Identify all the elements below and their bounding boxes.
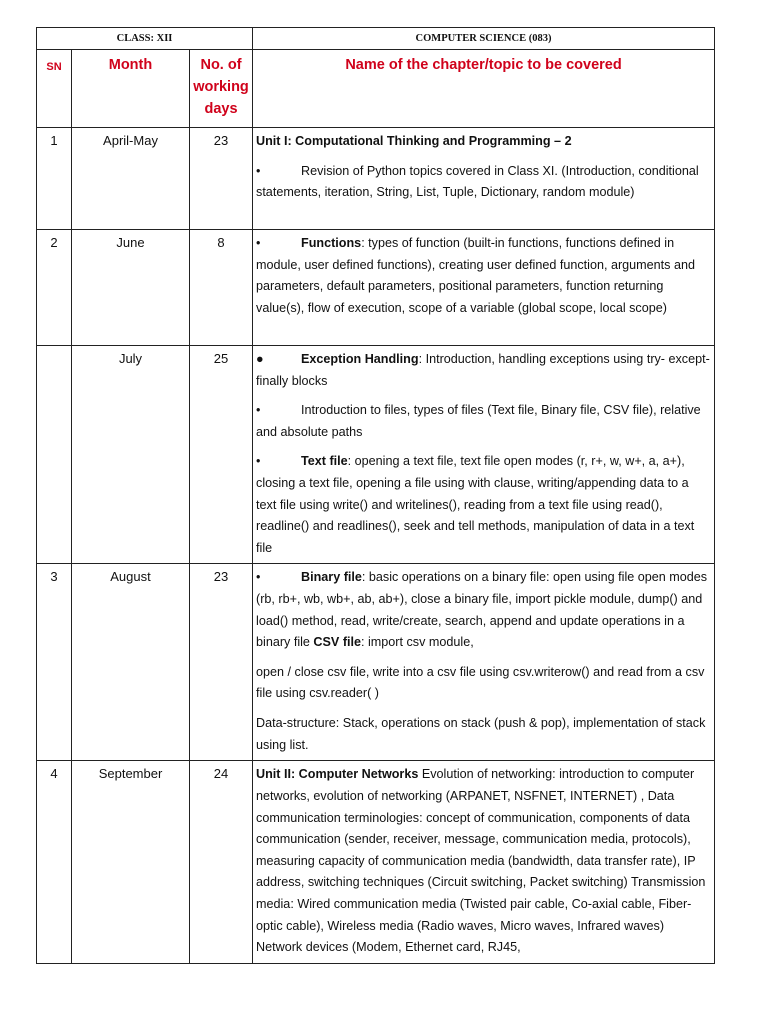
topic-text: : Introduction, handling exceptions using try- except- finally blocks xyxy=(256,352,710,388)
bullet: • xyxy=(256,236,261,250)
row-days: 23 xyxy=(190,564,253,761)
topic-text: : import csv module, xyxy=(361,635,474,650)
row-month: July xyxy=(72,346,190,564)
topic-title: Binary file xyxy=(301,570,362,585)
topic-text: Introduction to files, types of files (Text file, Binary file, CSV file), relative and absolute paths xyxy=(256,403,701,439)
row-days: 25 xyxy=(190,346,253,564)
row-sn: 1 xyxy=(37,128,72,230)
topic-text: Evolution of networking: introduction to computer networks, evolution of networking (ARPANET, NSFNET, INTERNET) , Data communication terminologies: concept of communication, components of data communication (sender, receiver, message, communication media, protocols), measuring capacity of communication media (bandwidth, data transfer rate), IP address, switching techniques (Circuit switching, Packet switching) Transmission media: Wired communication media (Twisted pair cable, Co-axial cable, Fiber-optic cable), Wireless media (Radio waves, Micro waves, Infrared waves) Network devices (Modem, Ethernet card, RJ45, xyxy=(256,767,706,955)
table-row xyxy=(37,564,715,761)
unit-title: Unit I: Computational Thinking and Programming – 2 xyxy=(256,134,572,148)
topic-text: : opening a text file, text file open modes (r, r+, w, w+, a, a+), closing a text file, opening a file using with clause, writing/appending data to a text file using write() and writelines(), reading from a text file using read(), readline() and readlines(), seek and tell methods, manipulation of data in a text file xyxy=(256,454,695,555)
row-topic xyxy=(253,128,715,230)
table-row xyxy=(37,230,715,346)
column-header-row xyxy=(37,50,715,128)
col-month-header: Month xyxy=(72,50,190,128)
row-topic xyxy=(253,346,715,564)
topic-text: : types of function (built-in functions, functions defined in module, user defined functions), creating user defined function, arguments and parameters, default parameters, positional parameters, function returning value(s), flow of execution, scope of a variable (global scope, local scope) xyxy=(256,236,695,315)
topic-title: Functions xyxy=(301,236,362,250)
row-topic xyxy=(253,761,715,963)
syllabus-table xyxy=(36,27,715,964)
unit-title: Unit II: Computer Networks xyxy=(256,767,419,782)
row-sn: 3 xyxy=(37,564,72,761)
row-month: April-May xyxy=(72,128,190,230)
table-row xyxy=(37,761,715,963)
class-label: CLASS: XII xyxy=(37,28,253,50)
row-topic xyxy=(253,230,715,346)
row-topic xyxy=(253,564,715,761)
topic-text: : basic operations on a binary file: open using file open modes (rb, rb+, wb, wb+, ab, ab+), close a binary file, import pickle module, dump() and load() method, read, write/create, search, append and update operations in a binary file xyxy=(256,570,708,650)
bullet: ● xyxy=(256,352,264,366)
row-sn: 2 xyxy=(37,230,72,346)
row-days: 8 xyxy=(190,230,253,346)
col-topic-header: Name of the chapter/topic to be covered xyxy=(253,50,715,128)
topic-title: Text file xyxy=(301,454,348,469)
bullet: • xyxy=(256,403,261,418)
row-days: 23 xyxy=(190,128,253,230)
row-sn xyxy=(37,346,72,564)
header-row xyxy=(37,28,715,50)
bullet: • xyxy=(256,454,261,469)
col-days-header: No. of working days xyxy=(190,50,253,128)
topic-title: Exception Handling xyxy=(301,352,419,366)
bullet: • xyxy=(256,570,261,585)
table-row xyxy=(37,346,715,564)
row-month: September xyxy=(72,761,190,963)
row-month: August xyxy=(72,564,190,761)
bullet: • xyxy=(256,163,261,178)
syllabus-sheet xyxy=(36,27,714,964)
table-row xyxy=(37,128,715,230)
subject-label: COMPUTER SCIENCE (083) xyxy=(253,28,715,50)
topic-text: open / close csv file, write into a csv file using csv.writerow() and read from a csv file using csv.reader( ) xyxy=(256,664,705,701)
col-sn-header: SN xyxy=(37,50,72,128)
row-days: 24 xyxy=(190,761,253,963)
topic-title: CSV file xyxy=(313,635,362,650)
row-sn: 4 xyxy=(37,761,72,963)
topic-text: Data-structure: Stack, operations on stack (push & pop), implementation of stack using list. xyxy=(256,715,706,752)
row-month: June xyxy=(72,230,190,346)
topic-text: Revision of Python topics covered in Class XI. (Introduction, conditional statements, iteration, String, List, Tuple, Dictionary, random module) xyxy=(256,163,699,200)
